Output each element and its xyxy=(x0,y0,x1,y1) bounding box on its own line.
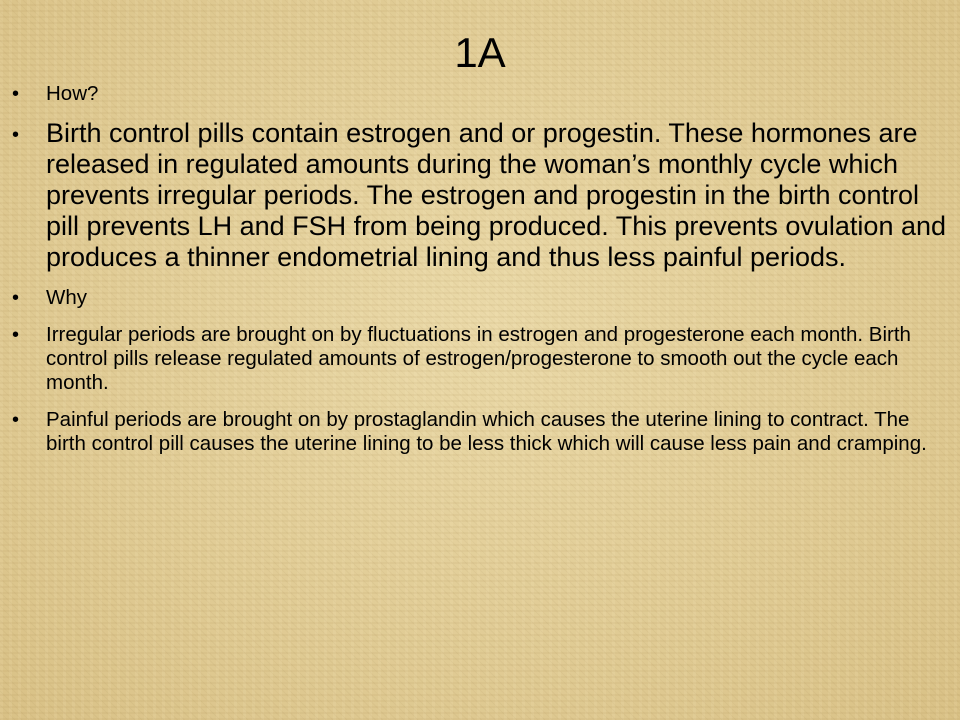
bullet-item-birth-control-explanation xyxy=(0,118,960,273)
bullet-text: Painful periods are brought on by prostaglandin which causes the uterine lining to contract. The birth control pill causes the uterine lining to be less thick which will cause less pain and cramping. xyxy=(46,408,927,455)
bullet-text: Irregular periods are brought on by fluctuations in estrogen and progesterone each month. Birth control pills release regulated amounts of estrogen/progesterone to smooth out the cycle each month. xyxy=(46,323,911,394)
bullet-item-why xyxy=(0,286,960,310)
bullet-icon: • xyxy=(12,83,20,105)
bullet-icon: • xyxy=(12,409,20,431)
slide-title: 1A xyxy=(454,29,506,76)
bullet-text: How? xyxy=(46,82,99,105)
bullet-icon: • xyxy=(12,287,20,309)
bullet-icon: • xyxy=(12,324,20,346)
bullet-item-irregular-periods xyxy=(0,323,960,395)
bullet-item-painful-periods xyxy=(0,408,960,456)
bullet-item-how xyxy=(0,82,960,106)
bullet-text: Why xyxy=(46,286,87,309)
bullet-text: Birth control pills contain estrogen and or progestin. These hormones are released in regulated amounts during the woman’s monthly cycle which prevents irregular periods. The estrogen and progestin in the birth control pill prevents LH and FSH from being produced. This prevents ovulation and produces a thinner endometrial lining and thus less painful periods. xyxy=(46,118,947,272)
bullet-icon: • xyxy=(12,124,20,146)
bullet-list xyxy=(0,82,960,456)
